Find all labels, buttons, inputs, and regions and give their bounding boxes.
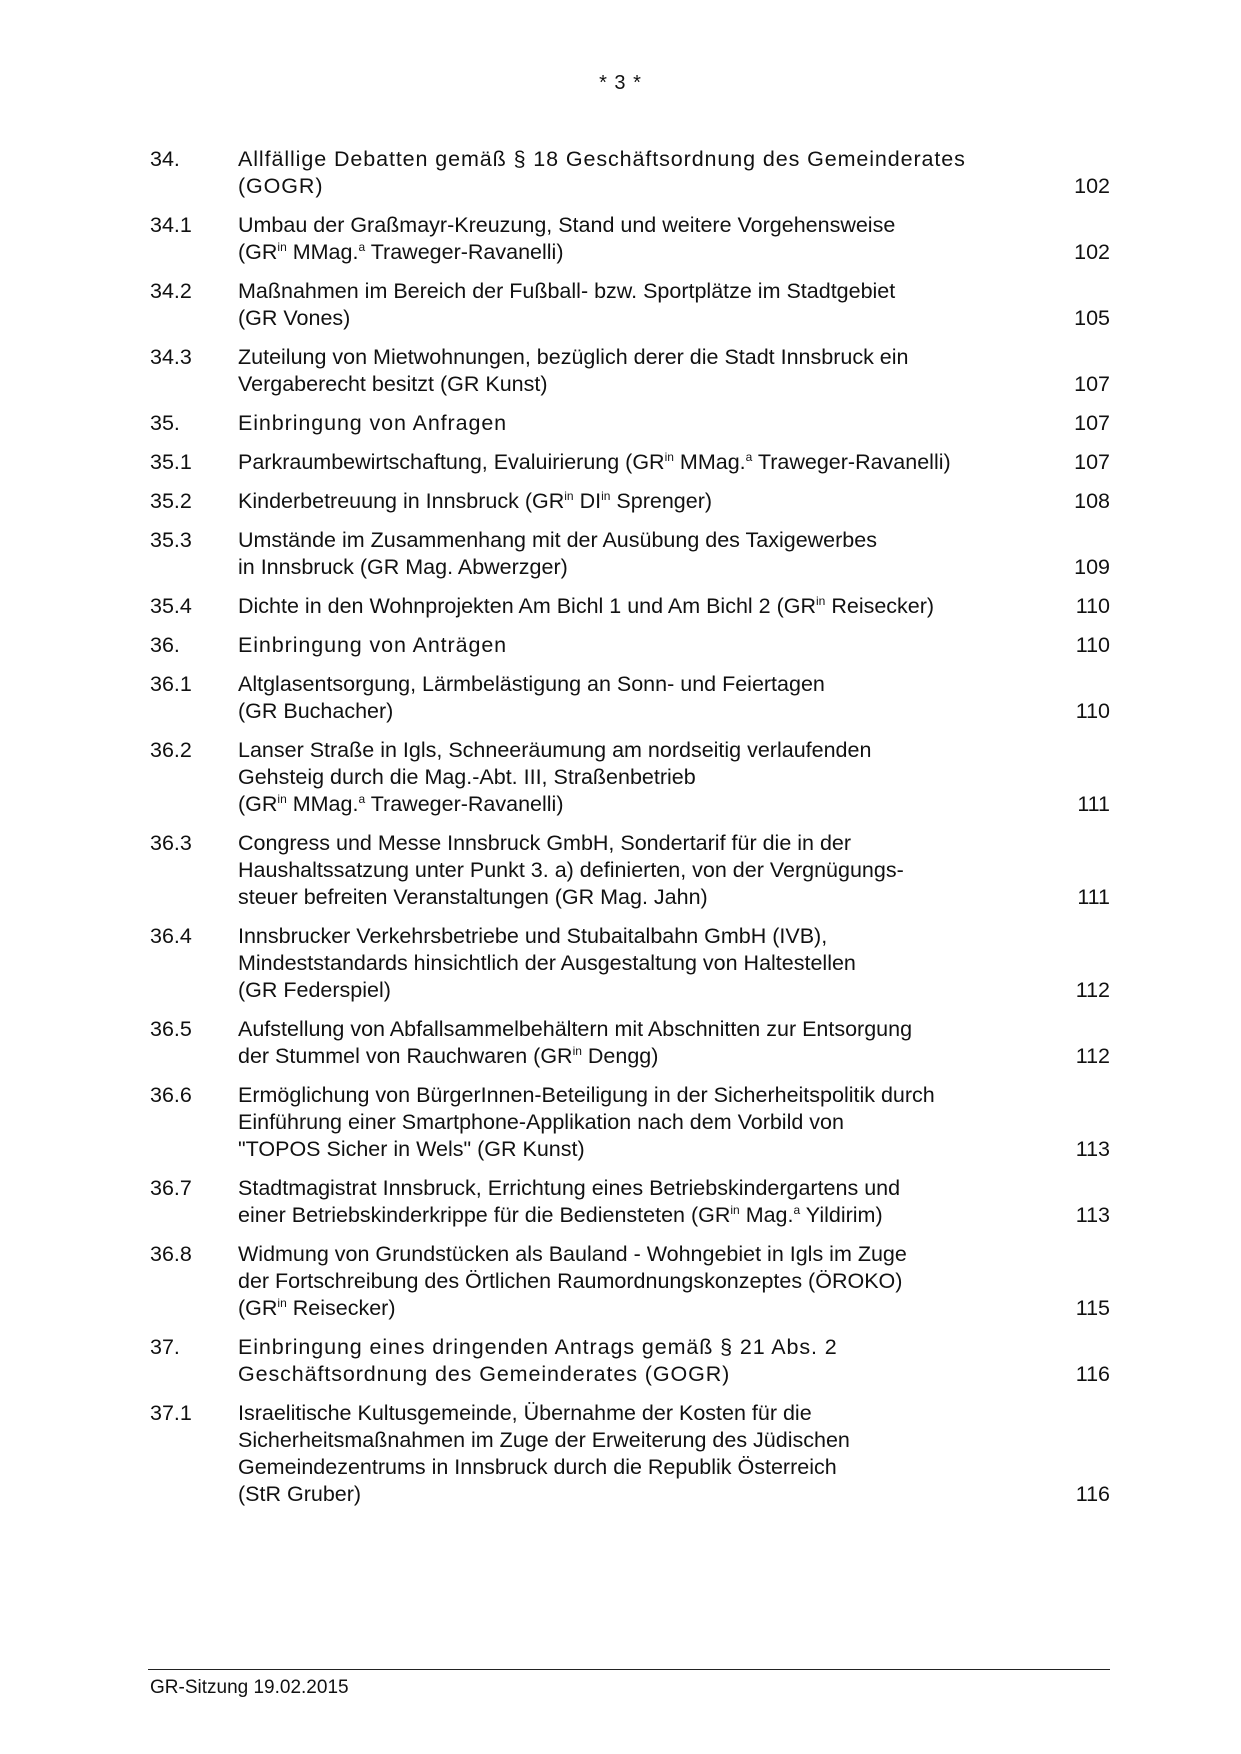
toc-section-entry <box>150 410 1110 437</box>
toc-entry-title-line <box>238 1334 1030 1361</box>
title-text: Kinderbetreuung in Innsbruck (GR <box>238 489 565 513</box>
toc-entry-title <box>238 923 1050 1004</box>
title-text: (GR Federspiel) <box>238 978 391 1002</box>
title-text: DI <box>573 489 602 513</box>
toc-entry-page-number: 107 <box>1074 450 1110 474</box>
title-text: Reisecker) <box>286 1296 396 1320</box>
table-of-contents <box>150 146 1110 1520</box>
title-text: Widmung von Grundstücken als Bauland - Wohngebiet in Igls im Zuge <box>238 1242 907 1266</box>
toc-entry-page-number: 111 <box>1077 792 1110 816</box>
toc-entry-title <box>238 410 1050 437</box>
toc-entry-title-line <box>238 1268 1030 1295</box>
toc-entry-page-number: 109 <box>1074 555 1110 579</box>
toc-entry-number: 35. <box>150 411 180 435</box>
title-superscript: a <box>745 449 753 464</box>
toc-subsection-entry <box>150 923 1110 1004</box>
title-text: Altglasentsorgung, Lärmbelästigung an Sonn- und Feiertagen <box>238 672 825 696</box>
toc-entry-page-number: 113 <box>1075 1203 1110 1227</box>
toc-section-entry <box>150 1334 1110 1388</box>
title-text: Einführung einer Smartphone-Applikation nach dem Vorbild von <box>238 1110 844 1134</box>
title-text: Einbringung eines dringenden Antrags gemäß § 21 Abs. 2 <box>238 1335 838 1359</box>
toc-entry-title-line <box>238 1109 1030 1136</box>
title-text: Mindeststandards hinsichtlich der Ausgestaltung von Haltestellen <box>238 951 856 975</box>
footer-session-date: GR-Sitzung 19.02.2015 <box>150 1677 349 1698</box>
toc-entry-title-line <box>238 1082 1030 1109</box>
title-text: (StR Gruber) <box>238 1482 362 1506</box>
title-text: Traweger-Ravanelli) <box>752 450 951 474</box>
title-superscript: in <box>730 1202 740 1217</box>
title-text: Sicherheitsmaßnahmen im Zuge der Erweiterung des Jüdischen <box>238 1428 850 1452</box>
title-text: Stadtmagistrat Innsbruck, Errichtung eines Betriebskindergartens und <box>238 1176 901 1200</box>
toc-entry-number: 34.3 <box>150 345 192 369</box>
toc-entry-page-number: 105 <box>1074 306 1110 330</box>
title-superscript: in <box>664 449 674 464</box>
toc-entry-title-line <box>238 449 1030 476</box>
toc-entry-title <box>238 1241 1050 1322</box>
title-superscript: a <box>793 1202 801 1217</box>
title-text: (GOGR) <box>238 174 324 198</box>
toc-entry-title-line <box>238 305 1030 332</box>
toc-entry-number: 36.2 <box>150 738 192 762</box>
toc-entry-title <box>238 488 1050 515</box>
title-text: "TOPOS Sicher in Wels" (GR Kunst) <box>238 1137 585 1161</box>
toc-entry-number: 35.3 <box>150 528 192 552</box>
toc-entry-number: 34.2 <box>150 279 192 303</box>
toc-entry-page-number: 113 <box>1075 1137 1110 1161</box>
title-text: Ermöglichung von BürgerInnen-Beteiligung in der Sicherheitspolitik durch <box>238 1083 935 1107</box>
toc-entry-title-line <box>238 764 1030 791</box>
toc-entry-number: 36. <box>150 633 180 657</box>
title-text: MMag. <box>286 792 359 816</box>
title-superscript: a <box>358 239 366 254</box>
toc-subsection-entry <box>150 1016 1110 1070</box>
title-superscript: in <box>277 791 287 806</box>
title-superscript: in <box>564 488 574 503</box>
title-text: (GR <box>238 792 278 816</box>
title-text: Vergaberecht besitzt (GR Kunst) <box>238 372 548 396</box>
title-text: MMag. <box>673 450 746 474</box>
title-text: (GR Vones) <box>238 306 351 330</box>
title-text: Gemeindezentrums in Innsbruck durch die Republik Österreich <box>238 1455 837 1479</box>
toc-entry-number: 36.4 <box>150 924 192 948</box>
toc-entry-number: 36.5 <box>150 1017 192 1041</box>
toc-entry-title <box>238 449 1050 476</box>
toc-entry-title-line <box>238 977 1030 1004</box>
title-text: (GR <box>238 240 278 264</box>
title-text: Gehsteig durch die Mag.-Abt. III, Straßenbetrieb <box>238 765 696 789</box>
toc-entry-number: 37. <box>150 1335 180 1359</box>
title-text: der Stummel von Rauchwaren (GR <box>238 1044 573 1068</box>
toc-entry-title <box>238 212 1050 266</box>
toc-entry-title-line <box>238 173 1030 200</box>
title-text: in Innsbruck (GR Mag. Abwerzger) <box>238 555 568 579</box>
toc-entry-page-number: 112 <box>1075 1044 1110 1068</box>
toc-subsection-entry <box>150 671 1110 725</box>
title-text: Israelitische Kultusgemeinde, Übernahme der Kosten für die <box>238 1401 812 1425</box>
toc-entry-title <box>238 1334 1050 1388</box>
title-text: Zuteilung von Mietwohnungen, bezüglich derer die Stadt Innsbruck ein <box>238 345 909 369</box>
toc-entry-title-line <box>238 527 1030 554</box>
page-number-marker: * 3 * <box>599 72 642 94</box>
toc-entry-title-line <box>238 1427 1030 1454</box>
title-text: Sprenger) <box>610 489 713 513</box>
toc-entry-title <box>238 1400 1050 1508</box>
title-text: Traweger-Ravanelli) <box>365 792 564 816</box>
toc-entry-title-line <box>238 1361 1030 1388</box>
title-text: Innsbrucker Verkehrsbetriebe und Stubaitalbahn GmbH (IVB), <box>238 924 828 948</box>
toc-entry-title-line <box>238 344 1030 371</box>
title-superscript: in <box>601 488 611 503</box>
toc-entry-number: 35.2 <box>150 489 192 513</box>
toc-subsection-entry <box>150 212 1110 266</box>
toc-entry-title-line <box>238 1136 1030 1163</box>
toc-subsection-entry <box>150 488 1110 515</box>
title-text: Lanser Straße in Igls, Schneeräumung am nordseitig verlaufenden <box>238 738 872 762</box>
title-text: Geschäftsordnung des Gemeinderates (GOGR) <box>238 1362 731 1386</box>
toc-entry-title <box>238 737 1050 818</box>
toc-entry-title <box>238 1016 1050 1070</box>
title-text: Reisecker) <box>825 594 935 618</box>
toc-section-entry <box>150 632 1110 659</box>
toc-subsection-entry <box>150 344 1110 398</box>
toc-entry-title-line <box>238 1295 1030 1322</box>
toc-subsection-entry <box>150 1175 1110 1229</box>
title-text: Allfällige Debatten gemäß § 18 Geschäftsordnung des Gemeinderates <box>238 147 966 171</box>
toc-entry-title-line <box>238 593 1030 620</box>
toc-subsection-entry <box>150 449 1110 476</box>
title-text: Mag. <box>739 1203 794 1227</box>
toc-entry-title-line <box>238 1202 1030 1229</box>
toc-entry-title-line <box>238 632 1030 659</box>
title-text: Umstände im Zusammenhang mit der Ausübung des Taxigewerbes <box>238 528 877 552</box>
title-text: Einbringung von Anträgen <box>238 633 508 657</box>
toc-entry-page-number: 115 <box>1075 1296 1110 1320</box>
footer-divider <box>148 1669 1110 1670</box>
toc-entry-title-line <box>238 488 1030 515</box>
toc-entry-title-line <box>238 1175 1030 1202</box>
toc-entry-title-line <box>238 791 1030 818</box>
toc-entry-title <box>238 278 1050 332</box>
toc-entry-title-line <box>238 410 1030 437</box>
toc-entry-page-number: 111 <box>1077 885 1110 909</box>
toc-entry-number: 36.6 <box>150 1083 192 1107</box>
title-text: Dengg) <box>581 1044 659 1068</box>
toc-entry-page-number: 102 <box>1074 174 1110 198</box>
toc-entry-page-number: 107 <box>1074 411 1110 435</box>
title-superscript: in <box>277 239 287 254</box>
toc-entry-title-line <box>238 737 1030 764</box>
toc-entry-title-line <box>238 923 1030 950</box>
toc-entry-title-line <box>238 1454 1030 1481</box>
toc-subsection-entry <box>150 737 1110 818</box>
toc-entry-page-number: 102 <box>1074 240 1110 264</box>
toc-entry-title-line <box>238 857 1030 884</box>
toc-entry-title-line <box>238 698 1030 725</box>
toc-entry-number: 36.7 <box>150 1176 192 1200</box>
toc-entry-title-line <box>238 884 1030 911</box>
title-text: (GR Buchacher) <box>238 699 394 723</box>
toc-subsection-entry <box>150 593 1110 620</box>
title-text: Dichte in den Wohnprojekten Am Bichl 1 und Am Bichl 2 (GR <box>238 594 817 618</box>
title-superscript: a <box>358 791 366 806</box>
title-text: Umbau der Graßmayr-Kreuzung, Stand und weitere Vorgehensweise <box>238 213 896 237</box>
title-text: Aufstellung von Abfallsammelbehältern mit Abschnitten zur Entsorgung <box>238 1017 913 1041</box>
toc-entry-title <box>238 344 1050 398</box>
toc-subsection-entry <box>150 830 1110 911</box>
toc-section-entry <box>150 146 1110 200</box>
toc-entry-number: 35.4 <box>150 594 192 618</box>
toc-entry-title-line <box>238 146 1030 173</box>
toc-entry-number: 36.1 <box>150 672 192 696</box>
toc-entry-title-line <box>238 830 1030 857</box>
title-text: Haushaltssatzung unter Punkt 3. a) definierten, von der Vergnügungs- <box>238 858 904 882</box>
toc-entry-title <box>238 527 1050 581</box>
title-text: Traweger-Ravanelli) <box>365 240 564 264</box>
title-superscript: in <box>277 1295 287 1310</box>
toc-entry-title <box>238 593 1050 620</box>
title-text: Congress und Messe Innsbruck GmbH, Sondertarif für die in der <box>238 831 852 855</box>
toc-entry-title-line <box>238 1481 1030 1508</box>
toc-entry-title <box>238 830 1050 911</box>
toc-entry-page-number: 107 <box>1074 372 1110 396</box>
toc-entry-title-line <box>238 950 1030 977</box>
title-text: der Fortschreibung des Örtlichen Raumordnungskonzeptes (ÖROKO) <box>238 1269 903 1293</box>
toc-entry-number: 36.8 <box>150 1242 192 1266</box>
title-text: einer Betriebskinderkrippe für die Bediensteten (GR <box>238 1203 731 1227</box>
toc-entry-title <box>238 146 1050 200</box>
toc-entry-number: 34.1 <box>150 213 192 237</box>
title-text: Yildirim) <box>800 1203 883 1227</box>
toc-entry-page-number: 116 <box>1075 1482 1110 1506</box>
toc-entry-page-number: 108 <box>1074 489 1110 513</box>
toc-entry-title-line <box>238 1241 1030 1268</box>
toc-entry-title-line <box>238 371 1030 398</box>
toc-entry-title <box>238 632 1050 659</box>
toc-subsection-entry <box>150 1082 1110 1163</box>
title-text: Maßnahmen im Bereich der Fußball- bzw. Sportplätze im Stadtgebiet <box>238 279 896 303</box>
toc-entry-page-number: 110 <box>1075 633 1110 657</box>
toc-subsection-entry <box>150 278 1110 332</box>
toc-entry-title-line <box>238 212 1030 239</box>
title-text: MMag. <box>286 240 359 264</box>
toc-entry-title <box>238 1082 1050 1163</box>
title-text: Parkraumbewirtschaftung, Evaluirierung (GR <box>238 450 665 474</box>
toc-entry-title-line <box>238 554 1030 581</box>
toc-entry-title-line <box>238 671 1030 698</box>
toc-entry-title-line <box>238 1043 1030 1070</box>
toc-entry-title-line <box>238 1400 1030 1427</box>
toc-subsection-entry <box>150 1241 1110 1322</box>
title-superscript: in <box>816 593 826 608</box>
toc-entry-title-line <box>238 239 1030 266</box>
title-superscript: in <box>572 1043 582 1058</box>
toc-entry-page-number: 110 <box>1075 594 1110 618</box>
toc-entry-title-line <box>238 278 1030 305</box>
toc-entry-number: 34. <box>150 147 180 171</box>
toc-entry-page-number: 116 <box>1075 1362 1110 1386</box>
toc-entry-title <box>238 671 1050 725</box>
toc-entry-title <box>238 1175 1050 1229</box>
title-text: (GR <box>238 1296 278 1320</box>
toc-entry-number: 36.3 <box>150 831 192 855</box>
toc-entry-number: 37.1 <box>150 1401 192 1425</box>
toc-entry-title-line <box>238 1016 1030 1043</box>
toc-entry-number: 35.1 <box>150 450 192 474</box>
title-text: steuer befreiten Veranstaltungen (GR Mag. Jahn) <box>238 885 708 909</box>
title-text: Einbringung von Anfragen <box>238 411 508 435</box>
toc-entry-page-number: 112 <box>1075 978 1110 1002</box>
toc-subsection-entry <box>150 1400 1110 1508</box>
toc-entry-page-number: 110 <box>1075 699 1110 723</box>
toc-subsection-entry <box>150 527 1110 581</box>
